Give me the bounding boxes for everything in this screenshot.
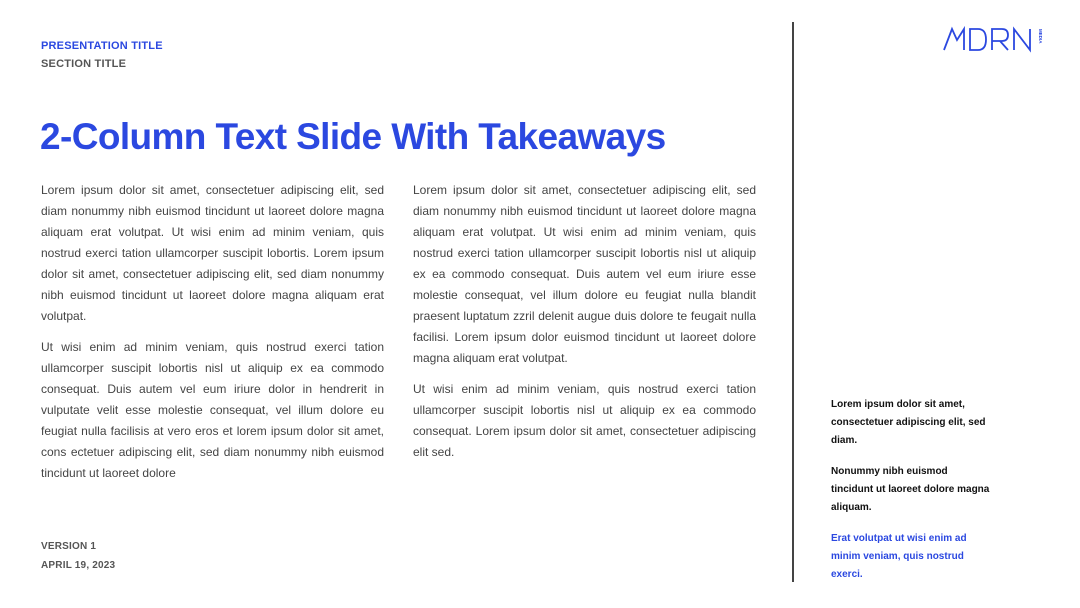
text-column-left: [41, 180, 384, 494]
paragraph: Ut wisi enim ad minim veniam, quis nostrud exerci tation ullamcorper suscipit lobortis nisl ut aliquip ex ea commodo consequat. Duis autem vel eum iriure dolor in hendrerit in vulputate velit esse molestie consequat, vel illum dolore eu feugiat nulla facilisis at vero eros et lorem ipsum dolor sit amet, cons ectetuer adipiscing elit, sed diam nonummy nibh euismod tincidunt ut laoreet dolore: [41, 340, 384, 480]
text-column-right: [413, 180, 756, 473]
logo-subtext: MEDIA: [1038, 29, 1043, 44]
takeaway-item: Lorem ipsum dolor sit amet, consectetuer adipiscing elit, sed diam.: [831, 399, 986, 446]
takeaway-item: Nonummy nibh euismod tincidunt ut laoreet dolore magna aliquam.: [831, 466, 990, 513]
paragraph: Ut wisi enim ad minim veniam, quis nostrud exerci tation ullamcorper suscipit lobortis nisl ut aliquip ex ea commodo consequat. Lorem ipsum dolor sit amet, consectetuer adipiscing elit sed.: [413, 382, 756, 459]
takeaway-item-highlight: Erat volutpat ut wisi enim ad minim veniam, quis nostrud exerci.: [831, 533, 967, 580]
paragraph: Lorem ipsum dolor sit amet, consectetuer adipiscing elit, sed diam nonummy nibh euismod tincidunt ut laoreet dolore magna aliquam erat volutpat. Ut wisi enim ad minim veniam, quis nostrud exerci tation ullamcorper suscipit lobortis nisl ut aliquip ex ea commodo consequat. Duis autem vel eum iriure esse molestie consequat, vel illum dolore eu feugiat nulla blandit praesent luptatum zzril delenit augue duis dolore te feugait nulla facilisi. Lorem ipsum dolor euismod tincidunt ut laoreet dolore magna aliquam erat volutpat.: [413, 183, 756, 365]
date-label: APRIL 19, 2023: [41, 560, 116, 571]
takeaways-panel: [831, 396, 991, 597]
presentation-title: PRESENTATION TITLE: [41, 40, 163, 52]
section-title: SECTION TITLE: [41, 58, 127, 70]
paragraph: Lorem ipsum dolor sit amet, consectetuer adipiscing elit, sed diam nonummy nibh euismod tincidunt ut laoreet dolore magna aliquam erat volutpat. Ut wisi enim ad minim veniam, quis nostrud exerci tation ullamcorper suscipit lobortis. Lorem ipsum dolor sit amet, consectetuer adipiscing elit, sed diam nonummy nibh euismod tincidunt ut laoreet dolore magna aliquam erat volutpat.: [41, 183, 384, 323]
vertical-divider: [792, 22, 794, 582]
mdrn-media-logo: [942, 26, 1042, 54]
slide-title: 2-Column Text Slide With Takeaways: [40, 116, 666, 157]
version-label: VERSION 1: [41, 541, 97, 552]
